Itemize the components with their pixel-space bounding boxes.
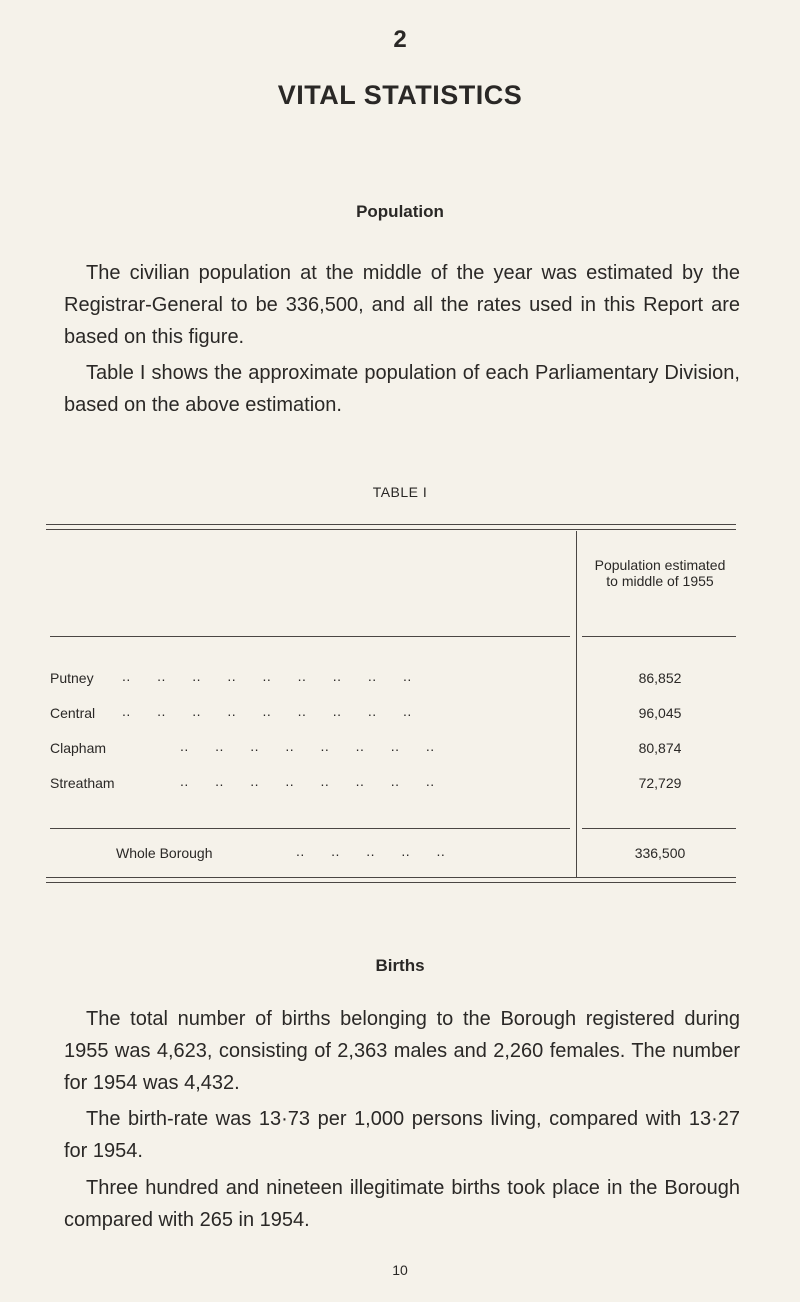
total-rule-right [582, 828, 736, 829]
row-label-putney: Putney [50, 670, 94, 686]
header-rule-left [50, 636, 570, 637]
leader-dots: .. .. .. .. .. .. .. .. .. [122, 703, 412, 719]
table-top-rule [46, 524, 736, 525]
row-label-central: Central [50, 705, 96, 721]
births-paragraph-1: The total number of births belonging to the Borough registered during 1955 was 4,623, consisting of 2,363 males and 2,260 females. The number for 1954 was 4,432. [64, 1008, 740, 1094]
leader-dots: .. .. .. .. .. .. .. .. [180, 738, 435, 754]
table-bottom-rule [46, 877, 736, 878]
population-heading: Population [356, 202, 444, 221]
page-number: 2 [393, 26, 407, 53]
table-top-rule-double [46, 529, 736, 530]
births-paragraph-3: Three hundred and nineteen illegitimate births took place in the Borough compared with 265 in 1954. [64, 1177, 740, 1231]
leader-dots: .. .. .. .. .. .. .. .. [180, 773, 435, 789]
page-title: VITAL STATISTICS [277, 80, 523, 110]
row-label-streatham: Streatham [50, 775, 115, 791]
births-heading: Births [375, 956, 425, 975]
total-rule-left [50, 828, 570, 829]
leader-dots: .. .. .. .. .. [296, 843, 446, 859]
total-value: 336,500 [634, 845, 686, 861]
row-value-central: 96,045 [638, 705, 682, 721]
row-value-streatham: 72,729 [638, 775, 682, 791]
table-title: TABLE I [372, 484, 428, 500]
row-value-clapham: 80,874 [638, 740, 682, 756]
table-column-header: Population estimated to middle of 1955 [594, 557, 726, 589]
table-column-divider [576, 531, 577, 877]
total-label: Whole Borough [116, 845, 213, 861]
table-bottom-rule-double [46, 882, 736, 883]
leader-dots: .. .. .. .. .. .. .. .. .. [122, 668, 412, 684]
footer-page-number: 10 [392, 1262, 408, 1278]
births-paragraph-2: The birth-rate was 13·73 per 1,000 persons living, compared with 13·27 for 1954. [64, 1108, 740, 1162]
header-rule-right [582, 636, 736, 637]
population-paragraph-1: The civilian population at the middle of the year was estimated by the Registrar-General to be 336,500, and all the rates used in this Report are based on this figure. [64, 262, 740, 348]
row-label-clapham: Clapham [50, 740, 107, 756]
row-value-putney: 86,852 [638, 670, 682, 686]
population-paragraph-2: Table I shows the approximate population of each Parliamentary Division, based on the above estimation. [64, 362, 740, 416]
